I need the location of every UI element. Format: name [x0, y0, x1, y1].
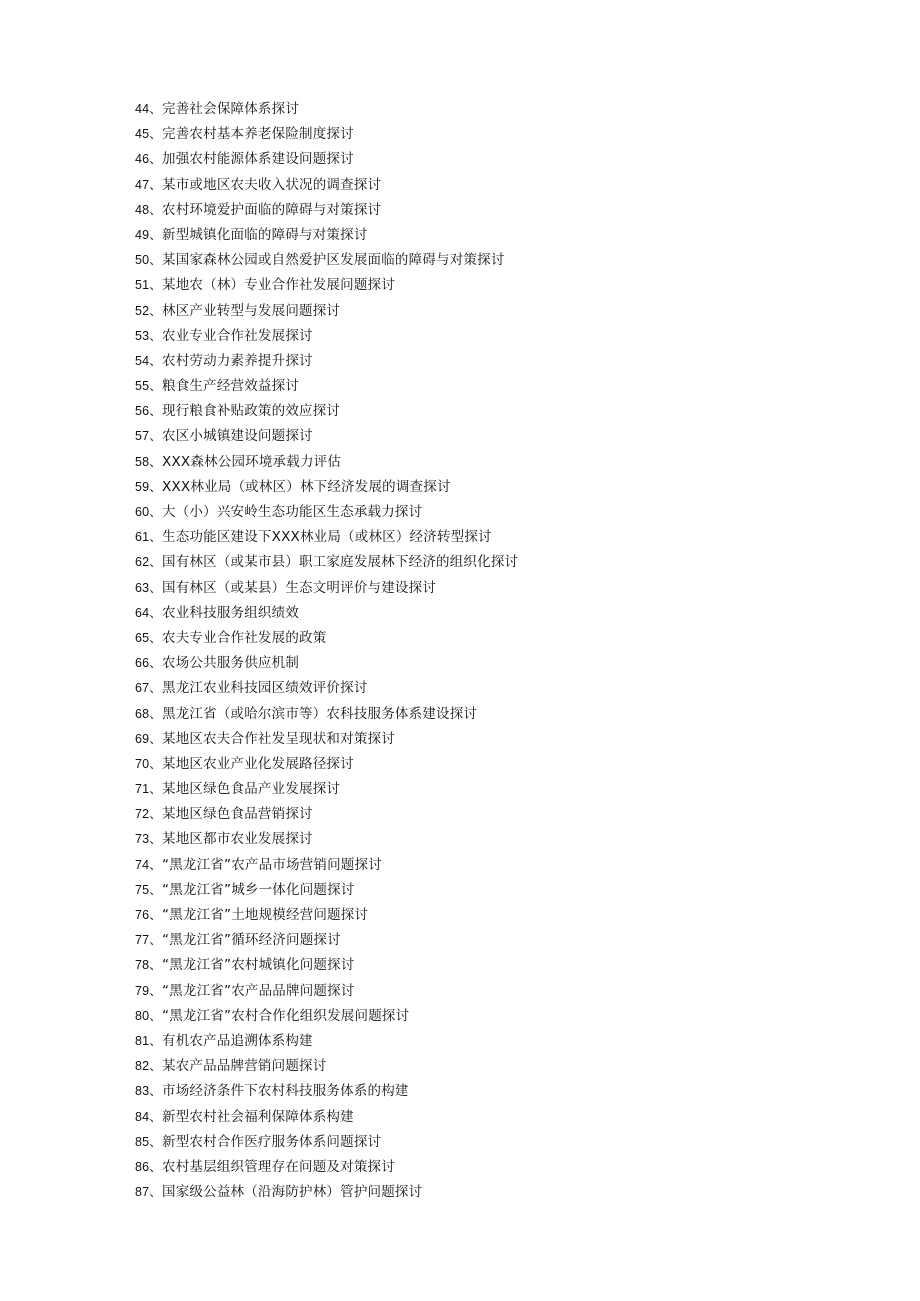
- topic-title: 农业专业合作社发展探讨: [162, 327, 313, 344]
- list-item: [135, 1029, 518, 1054]
- list-item: [135, 550, 518, 575]
- list-item: [135, 525, 518, 550]
- topic-number: 62、: [135, 555, 163, 570]
- topic-title: 某国家森林公园或自然爱护区发展面临的障碍与对策探讨: [162, 252, 505, 269]
- topic-title: 生态功能区建设下XXX林业局（或林区）经济转型探讨: [162, 529, 492, 546]
- topic-number: 44、: [135, 102, 163, 116]
- topic-title: 农业科技服务组织绩效: [162, 604, 300, 621]
- list-item: [135, 450, 518, 475]
- list-item: [135, 1105, 518, 1130]
- list-item: [135, 903, 518, 928]
- list-item: [135, 399, 518, 424]
- topic-title: 新型农村合作医疗服务体系问题探讨: [162, 1133, 382, 1150]
- topic-number: 49、: [135, 227, 163, 242]
- topic-title: 农村基层组织管理存在问题及对策探讨: [162, 1158, 395, 1175]
- topic-number: 69、: [135, 731, 163, 746]
- topic-number: 51、: [135, 278, 163, 293]
- list-item: [135, 1130, 518, 1155]
- topic-number: 79、: [135, 983, 163, 998]
- list-item: [135, 349, 518, 374]
- topic-title: 某地区农夫合作社发呈现状和对策探讨: [162, 730, 395, 747]
- list-item: [135, 475, 518, 500]
- topic-title: 国有林区（或某市县）职工家庭发展林下经济的组织化探讨: [162, 554, 519, 571]
- list-item: [135, 626, 518, 651]
- list-item: [135, 676, 518, 701]
- topic-title: “黑龙江省”城乡一体化问题探讨: [162, 881, 355, 898]
- topic-number: 61、: [135, 530, 163, 545]
- topic-title: 某市或地区农夫收入状况的调查探讨: [162, 176, 382, 193]
- topic-number: 78、: [135, 958, 163, 973]
- list-item: [135, 299, 518, 324]
- topic-number: 70、: [135, 756, 163, 771]
- topic-title: 某地区农业产业化发展路径探讨: [162, 755, 354, 772]
- topic-number: 52、: [135, 303, 163, 318]
- list-item: [135, 601, 518, 626]
- topic-number: 48、: [135, 202, 163, 217]
- list-item: [135, 1079, 518, 1104]
- topic-title: 某地农（林）专业合作社发展问题探讨: [162, 277, 395, 294]
- topic-title: 农村劳动力素养提升探讨: [162, 352, 313, 369]
- list-item: [135, 752, 518, 777]
- topic-number: 46、: [135, 152, 163, 167]
- list-item: [135, 979, 518, 1004]
- list-item: [135, 953, 518, 978]
- topic-number: 75、: [135, 882, 163, 897]
- list-item: [135, 727, 518, 752]
- topic-number: 50、: [135, 253, 163, 268]
- topic-number: 84、: [135, 1109, 163, 1124]
- topic-title: 粮食生产经营效益探讨: [162, 378, 300, 395]
- topic-number: 82、: [135, 1059, 163, 1074]
- list-item: [135, 173, 518, 198]
- topic-number: 71、: [135, 782, 163, 797]
- topic-number: 60、: [135, 505, 163, 519]
- topic-number: 53、: [135, 328, 163, 343]
- topic-title: 大（小）兴安岭生态功能区生态承载力探讨: [162, 504, 423, 520]
- topic-title: XXX森林公园环境承载力评估: [162, 453, 342, 470]
- topic-number: 74、: [135, 857, 163, 872]
- list-item: [135, 97, 518, 122]
- list-item: [135, 651, 518, 676]
- list-item: [135, 424, 518, 449]
- topic-number: 80、: [135, 1008, 163, 1023]
- topic-number: 47、: [135, 177, 163, 192]
- topic-number: 83、: [135, 1084, 163, 1099]
- list-item: [135, 878, 518, 903]
- topic-title: 黑龙江农业科技园区绩效评价探讨: [162, 680, 368, 697]
- topic-title: “黑龙江省”土地规模经营问题探讨: [162, 907, 369, 923]
- topic-number: 87、: [135, 1185, 163, 1200]
- list-item: [135, 928, 518, 953]
- topic-title: “黑龙江省”农产品品牌问题探讨: [162, 982, 355, 999]
- list-item: [135, 147, 518, 172]
- topic-number: 72、: [135, 807, 163, 822]
- topic-title: 某农产品品牌营销问题探讨: [162, 1058, 327, 1075]
- topic-title: 有机农产品追溯体系构建: [162, 1032, 313, 1049]
- topic-number: 65、: [135, 630, 163, 645]
- topic-number: 45、: [135, 127, 163, 142]
- topic-title: “黑龙江省”循环经济问题探讨: [162, 932, 341, 949]
- topic-title: 农场公共服务供应机制: [162, 655, 300, 672]
- topic-number: 54、: [135, 353, 163, 368]
- topic-number: 56、: [135, 404, 163, 419]
- topic-title: 农区小城镇建设问题探讨: [162, 428, 313, 445]
- topic-title: 农村环境爱护面临的障碍与对策探讨: [162, 201, 382, 218]
- topic-title: 完善社会保障体系探讨: [162, 101, 300, 117]
- topic-title: 黑龙江省（或哈尔滨市等）农科技服务体系建设探讨: [162, 705, 478, 722]
- list-item: [135, 827, 518, 852]
- topic-title: 完善农村基本养老保险制度探讨: [162, 126, 354, 143]
- topic-number: 68、: [135, 706, 163, 721]
- list-item: [135, 702, 518, 727]
- list-item: [135, 1155, 518, 1180]
- topic-title: 国有林区（或某县）生态文明评价与建设探讨: [162, 579, 437, 596]
- topic-title: 某地区都市农业发展探讨: [162, 831, 313, 848]
- list-item: [135, 324, 518, 349]
- topic-title: “黑龙江省”农村合作化组织发展问题探讨: [162, 1007, 410, 1024]
- topic-title: 新型农村社会福利保障体系构建: [162, 1108, 354, 1125]
- topic-list: [135, 97, 518, 1205]
- list-item: [135, 374, 518, 399]
- topic-number: 85、: [135, 1134, 163, 1149]
- topic-title: 市场经济条件下农村科技服务体系的构建: [162, 1083, 409, 1100]
- list-item: [135, 273, 518, 298]
- topic-title: 某地区绿色食品营销探讨: [162, 806, 313, 823]
- list-item: [135, 777, 518, 802]
- topic-number: 55、: [135, 379, 163, 394]
- topic-number: 76、: [135, 908, 163, 922]
- topic-title: “黑龙江省”农村城镇化问题探讨: [162, 957, 355, 974]
- topic-title: 新型城镇化面临的障碍与对策探讨: [162, 226, 368, 243]
- topic-number: 81、: [135, 1033, 163, 1048]
- list-item: [135, 853, 518, 878]
- topic-number: 63、: [135, 580, 163, 595]
- topic-number: 59、: [135, 479, 163, 494]
- topic-number: 77、: [135, 933, 163, 948]
- list-item: [135, 576, 518, 601]
- list-item: [135, 198, 518, 223]
- topic-number: 57、: [135, 429, 163, 444]
- topic-number: 66、: [135, 656, 163, 671]
- topic-number: 67、: [135, 681, 163, 696]
- topic-title: 国家级公益林（沿海防护林）管护问题探讨: [162, 1184, 423, 1201]
- topic-title: XXX林业局（或林区）林下经济发展的调查探讨: [162, 478, 451, 495]
- topic-number: 64、: [135, 605, 163, 620]
- list-item: [135, 1180, 518, 1205]
- list-item: [135, 802, 518, 827]
- topic-title: 林区产业转型与发展问题探讨: [162, 302, 341, 319]
- topic-title: 现行粮食补贴政策的效应探讨: [162, 403, 341, 420]
- list-item: [135, 1004, 518, 1029]
- topic-number: 86、: [135, 1159, 163, 1174]
- list-item: [135, 500, 518, 525]
- list-item: [135, 1054, 518, 1079]
- list-item: [135, 122, 518, 147]
- list-item: [135, 223, 518, 248]
- topic-title: 某地区绿色食品产业发展探讨: [162, 781, 341, 798]
- topic-title: “黑龙江省”农产品市场营销问题探讨: [162, 856, 382, 873]
- topic-title: 加强农村能源体系建设问题探讨: [162, 151, 354, 168]
- topic-number: 73、: [135, 832, 163, 847]
- topic-number: 58、: [135, 454, 163, 469]
- topic-title: 农夫专业合作社发展的政策: [162, 629, 327, 646]
- list-item: [135, 248, 518, 273]
